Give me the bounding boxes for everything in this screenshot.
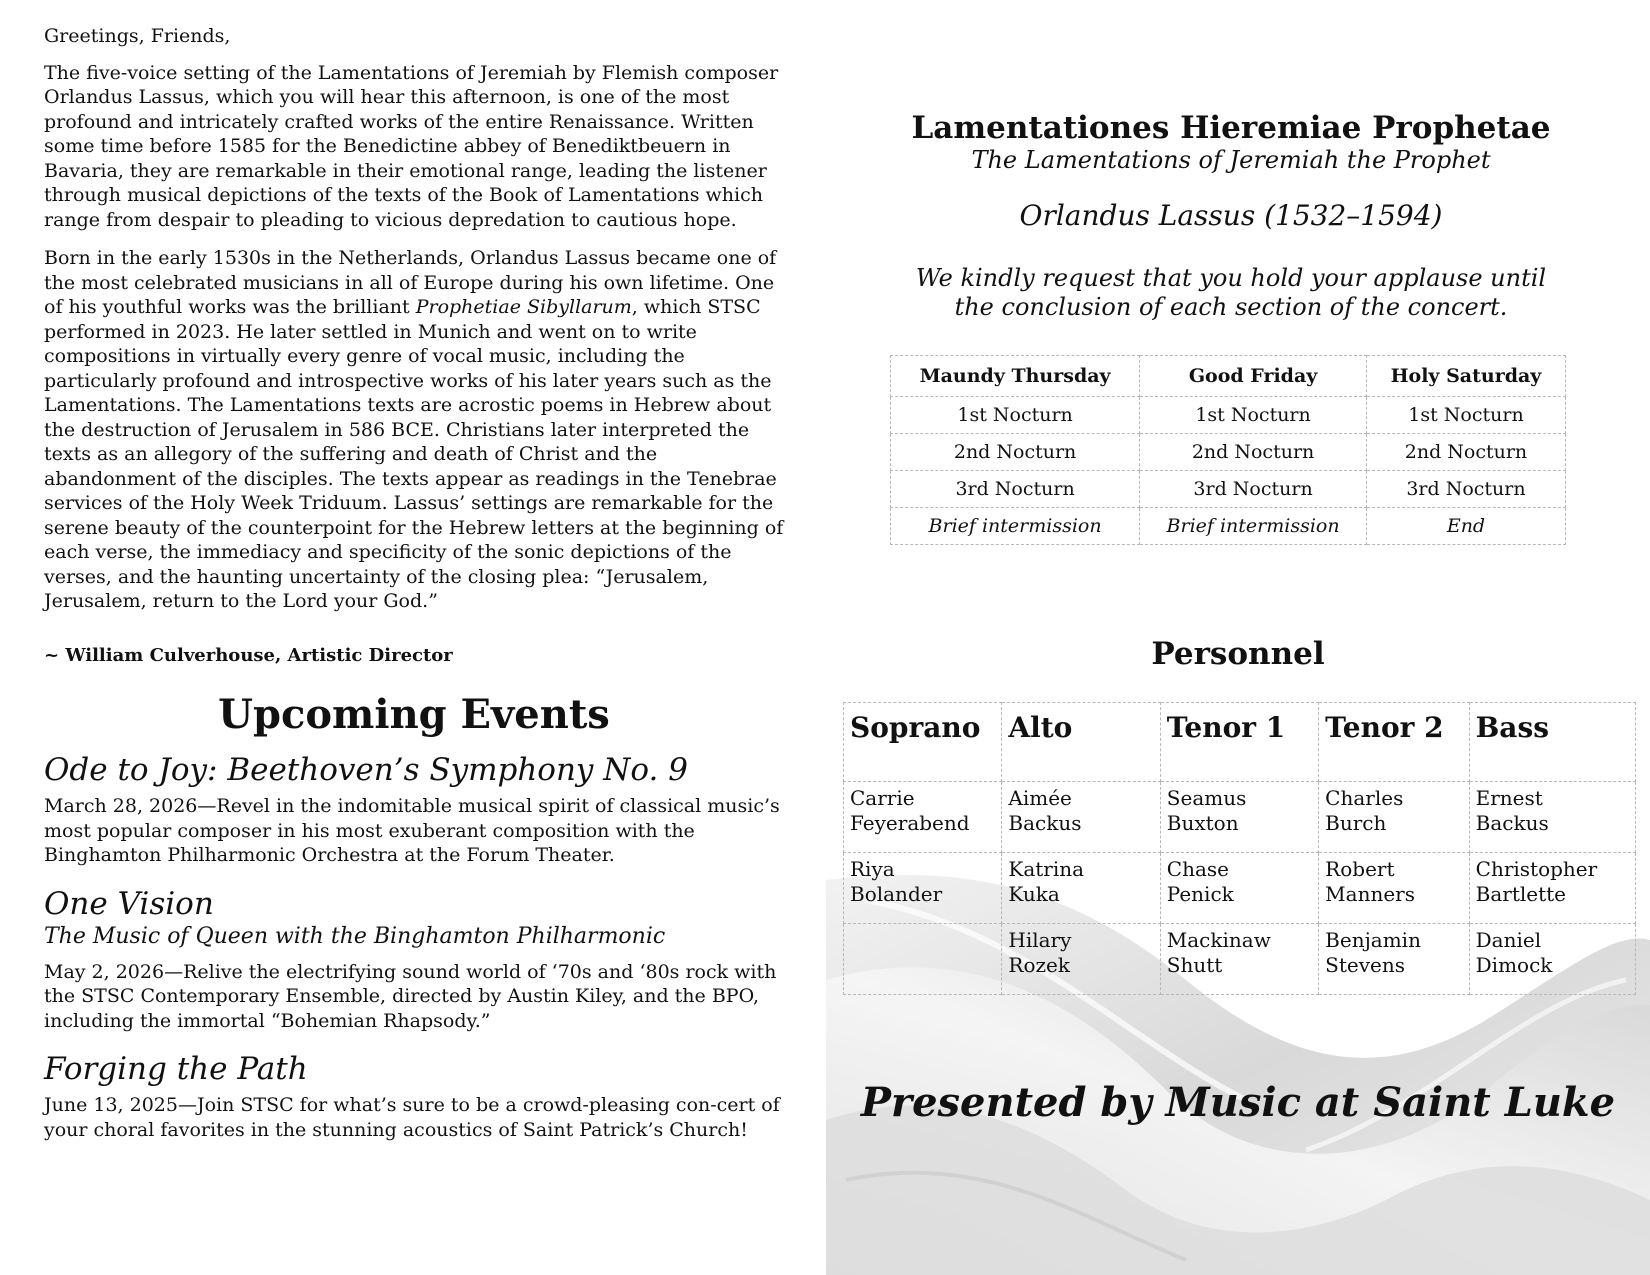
column-header: Maundy Thursday bbox=[891, 356, 1140, 397]
last-name: Backus bbox=[1475, 811, 1549, 835]
program-schedule-table bbox=[890, 355, 1566, 545]
last-name: Bolander bbox=[850, 882, 943, 906]
letter-paragraph-2-text-b: , which STSC performed in 2023. He later settled in Munich and went on to write compositions in virtually every genre of vocal music, including the particularly profound and introspective works of his later years such as the Lamentations. The Lamentations texts are acrostic poems in Hebrew about the destruction of Jerusalem in 586 BCE. Christians later interpreted the texts as an allegory of the suffering and death of Christ and the abandonment of the disciples. The texts appear as readings in the Tenebrae services of the Holy Week Triduum. Lassus’ settings are remarkable for the serene beauty of the counterpoint for the Hebrew letters at the beginning of each verse, the immediacy and specificity of the sonic depictions of the verses, and the haunting uncertainty of the closing plea: “Jerusalem, Jerusalem, return to the Lord your God.” bbox=[44, 296, 784, 612]
first-name: Christopher bbox=[1475, 857, 1598, 881]
last-name: Buxton bbox=[1166, 811, 1239, 835]
last-name: Backus bbox=[1008, 811, 1082, 835]
applause-line-1: We kindly request that you hold your applause until bbox=[915, 264, 1547, 292]
table-row bbox=[844, 853, 1636, 924]
singer-name bbox=[1160, 924, 1318, 995]
work-translation: The Lamentations of Jeremiah the Prophet bbox=[971, 146, 1491, 174]
event-title: One Vision bbox=[44, 885, 214, 922]
letter-greeting: Greetings, Friends, bbox=[44, 25, 231, 47]
event-title: Ode to Joy: Beethoven’s Symphony No. 9 bbox=[44, 752, 688, 788]
singer-name bbox=[1319, 782, 1469, 853]
voice-part-header: Soprano bbox=[844, 703, 1002, 782]
table-cell: 3rd Nocturn bbox=[1140, 471, 1367, 508]
last-name: Bartlette bbox=[1475, 882, 1567, 906]
last-name: Burch bbox=[1325, 811, 1387, 835]
singer-name bbox=[1469, 924, 1635, 995]
letter-paragraph-1: The five-voice setting of the Lamentations of Jeremiah by Flemish composer Orlandus Lassus, which you will hear this afternoon, is one of the most profound and intricately crafted works of the entire Renaissance. Written some time before 1585 for the Benedictine abbey of Benediktbeuern in Bavaria, they are remarkable in their emotional range, leading the listener through musical depictions of the texts of the Book of Lamentations which range from despair to pleading to vicious depredation to cautious hope. bbox=[44, 61, 779, 231]
table-row bbox=[844, 924, 1636, 995]
first-name: Carrie bbox=[850, 786, 915, 810]
event-description: May 2, 2026—Relive the electrifying sound world of ‘70s and ‘80s rock with the STSC Contemporary Ensemble, directed by Austin Kiley, and the BPO, including the immortal “Bohemian Rhapsody.” bbox=[44, 960, 777, 1032]
singer-name bbox=[1469, 853, 1635, 924]
letter-paragraph-2 bbox=[44, 246, 784, 614]
singer-name bbox=[1319, 924, 1469, 995]
applause-line-2: the conclusion of each section of the concert. bbox=[954, 293, 1508, 321]
table-cell: 2nd Nocturn bbox=[1140, 434, 1367, 471]
last-name: Stevens bbox=[1325, 953, 1406, 977]
letter-paragraph-2-work-title: Prophetiae Sibyllarum bbox=[415, 296, 632, 318]
table-cell: Brief intermission bbox=[891, 508, 1140, 545]
table-cell: End bbox=[1366, 508, 1565, 545]
singer-name bbox=[1002, 853, 1160, 924]
singer-name bbox=[844, 782, 1002, 853]
column-header: Good Friday bbox=[1140, 356, 1367, 397]
voice-part-header: Tenor 2 bbox=[1319, 703, 1469, 782]
voice-part-header: Tenor 1 bbox=[1160, 703, 1318, 782]
event-description: March 28, 2026—Revel in the indomitable musical spirit of classical music’s most popular composer in his most exuberant composition with the Binghamton Philharmonic Orchestra at the Forum Theater. bbox=[44, 795, 780, 866]
presented-by: Presented by Music at Saint Luke bbox=[860, 1079, 1616, 1126]
program-panel bbox=[826, 0, 1650, 1275]
event-item bbox=[44, 886, 784, 1034]
table-cell: 2nd Nocturn bbox=[1366, 434, 1565, 471]
composer-name: Orlandus Lassus (1532–1594) bbox=[1019, 199, 1443, 232]
first-name: Mackinaw bbox=[1166, 928, 1271, 952]
last-name: Shutt bbox=[1166, 953, 1223, 977]
singer-name bbox=[1469, 782, 1635, 853]
first-name: Charles bbox=[1325, 786, 1404, 810]
last-name: Kuka bbox=[1008, 882, 1060, 906]
first-name: Riya bbox=[850, 857, 895, 881]
singer-name-empty bbox=[844, 924, 1002, 995]
column-header: Holy Saturday bbox=[1366, 356, 1565, 397]
table-header-row bbox=[891, 356, 1566, 397]
letter-signature: ~ William Culverhouse, Artistic Director bbox=[44, 644, 453, 666]
first-name: Daniel bbox=[1475, 928, 1542, 952]
letter-panel bbox=[44, 24, 784, 1160]
table-row bbox=[891, 397, 1566, 434]
last-name: Rozek bbox=[1008, 953, 1070, 977]
first-name: Chase bbox=[1166, 857, 1229, 881]
letter-paragraph-2-text-a: Born in the early 1530s in the Netherlands, Orlandus Lassus became one of the most celebrated musicians in all of Europe during his own lifetime. One of his youthful works was the brilliant bbox=[44, 247, 777, 318]
singer-name bbox=[844, 853, 1002, 924]
table-cell: 3rd Nocturn bbox=[891, 471, 1140, 508]
upcoming-events-title: Upcoming Events bbox=[218, 691, 610, 738]
singer-name bbox=[1319, 853, 1469, 924]
first-name: Katrina bbox=[1008, 857, 1085, 881]
last-name: Dimock bbox=[1475, 953, 1553, 977]
last-name: Feyerabend bbox=[850, 811, 970, 835]
first-name: Ernest bbox=[1475, 786, 1543, 810]
voice-part-header: Alto bbox=[1002, 703, 1160, 782]
singer-name bbox=[1002, 782, 1160, 853]
work-title: Lamentationes Hieremiae Prophetae bbox=[911, 110, 1551, 146]
table-row bbox=[891, 471, 1566, 508]
table-cell: Brief intermission bbox=[1140, 508, 1367, 545]
singer-name bbox=[1002, 924, 1160, 995]
table-row bbox=[891, 434, 1566, 471]
table-row bbox=[891, 508, 1566, 545]
voice-part-header: Bass bbox=[1469, 703, 1635, 782]
last-name: Manners bbox=[1325, 882, 1415, 906]
table-cell: 1st Nocturn bbox=[1140, 397, 1367, 434]
first-name: Robert bbox=[1325, 857, 1395, 881]
table-row bbox=[844, 782, 1636, 853]
first-name: Hilary bbox=[1008, 928, 1072, 952]
table-cell: 1st Nocturn bbox=[891, 397, 1140, 434]
personnel-title: Personnel bbox=[1151, 636, 1325, 672]
table-cell: 1st Nocturn bbox=[1366, 397, 1565, 434]
singer-name bbox=[1160, 782, 1318, 853]
table-cell: 3rd Nocturn bbox=[1366, 471, 1565, 508]
first-name: Benjamin bbox=[1325, 928, 1421, 952]
first-name: Seamus bbox=[1166, 786, 1247, 810]
event-item bbox=[44, 1051, 784, 1142]
program-content bbox=[826, 0, 1650, 1275]
table-header-row bbox=[844, 703, 1636, 782]
event-title: Forging the Path bbox=[44, 1051, 308, 1087]
event-description: June 13, 2025—Join STSC for what’s sure to be a crowd-pleasing con-cert of your choral favorites in the stunning acoustics of Saint Patrick’s Church! bbox=[44, 1094, 780, 1141]
singer-name bbox=[1160, 853, 1318, 924]
last-name: Penick bbox=[1166, 882, 1234, 906]
personnel-table bbox=[843, 702, 1636, 995]
event-item bbox=[44, 752, 784, 868]
table-cell: 2nd Nocturn bbox=[891, 434, 1140, 471]
event-subtitle: The Music of Queen with the Binghamton Philharmonic bbox=[44, 923, 666, 949]
applause-note bbox=[826, 264, 1636, 322]
first-name: Aimée bbox=[1008, 786, 1072, 810]
